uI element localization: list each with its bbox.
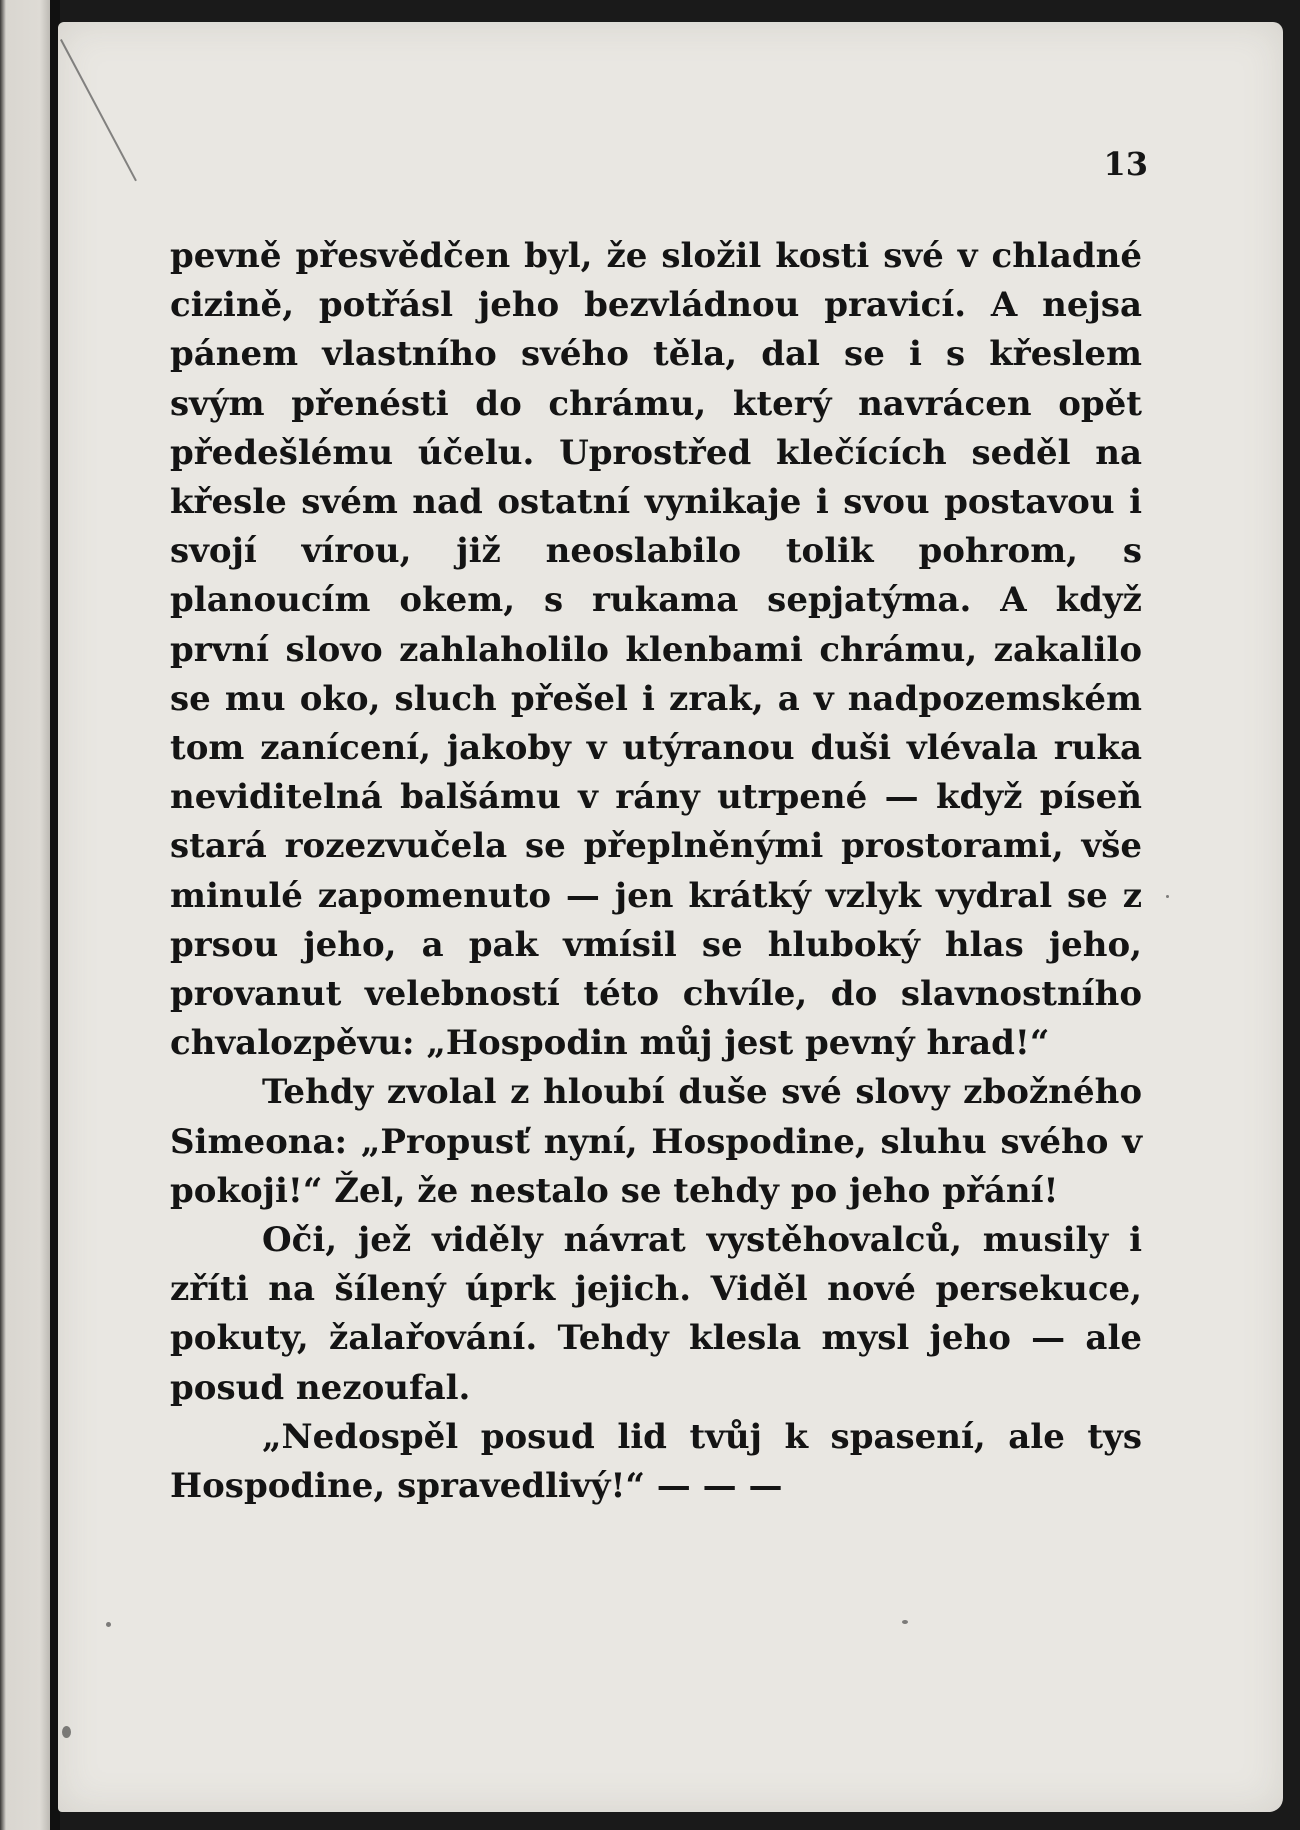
paragraph: Tehdy zvolal z hloubí duše své slovy zbožného Simeona: „Propusť nyní, Hospodine, sluhu svého v pokoji!“ Žel, že nestalo se tehdy po jeho přání! [170, 1072, 1142, 1211]
paper-speck [106, 1622, 111, 1627]
page-body-text [170, 232, 1142, 1511]
paper-speck [1166, 895, 1169, 898]
paragraph: „Nedospěl posud lid tvůj k spasení, ale tys Hospodine, spravedlivý!“ — — — [170, 1416, 1142, 1507]
page-number: 13 [1103, 145, 1148, 183]
paper-speck [62, 1726, 71, 1738]
paragraph: pevně přesvědčen byl, že složil kosti své v chladné cizině, potřásl jeho bezvládnou pravicí. A nejsa pánem vlastního svého těla, dal se i s křeslem svým přenésti do chrámu, který navrácen opět předešlému účelu. Uprostřed klečících seděl na křesle svém nad ostatní vynikaje i svou postavou i svojí vírou, již neoslabilo tolik pohrom, s planoucím okem, s rukama sepjatýma. A když první slovo zahlaholilo klenbami chrámu, zakalilo se mu oko, sluch přešel i zrak, a v nadpozemském tom zanícení, jakoby v utýranou duši vlévala ruka neviditelná balšámu v rány utrpené — když píseň stará rozezvučela se přeplněnými prostorami, vše minulé zapomenuto — jen krátký vzlyk vydral se z prsou jeho, a pak vmísil se hluboký hlas jeho, provanut velebností této chvíle, do slavnostního chvalozpěvu: „Hospodin můj jest pevný hrad!“ [170, 236, 1142, 1064]
previous-page-edge [0, 0, 50, 1830]
paper-speck [902, 1620, 908, 1624]
paragraph: Oči, jež viděly návrat vystěhovalců, musily i zříti na šílený úprk jejich. Viděl nové persekuce, pokuty, žalařování. Tehdy klesla mysl jeho — ale posud nezoufal. [170, 1220, 1142, 1408]
